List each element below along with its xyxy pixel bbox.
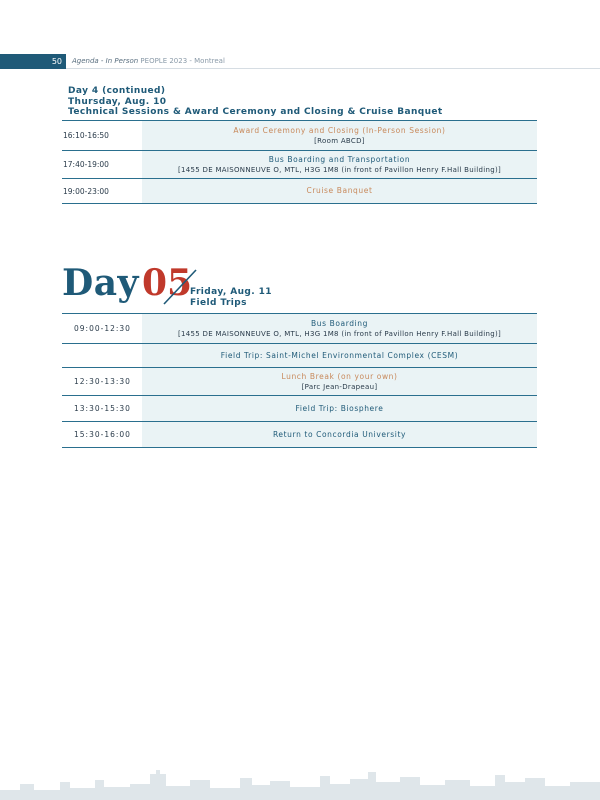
row-time: 12:30-13:30 xyxy=(74,377,131,386)
header-conference: PEOPLE 2023 - Montreal xyxy=(140,57,225,65)
row-title: Bus Boarding xyxy=(310,318,369,328)
header-divider xyxy=(66,68,600,69)
day5-schedule-table xyxy=(62,313,537,448)
row-time: 17:40-19:00 xyxy=(63,160,109,169)
row-description xyxy=(142,344,537,367)
table-row xyxy=(62,344,537,368)
row-description xyxy=(142,121,537,150)
row-title: Bus Boarding and Transportation xyxy=(268,154,411,164)
row-subtitle: [Parc Jean-Drapeau] xyxy=(301,382,378,391)
day5-label: Day xyxy=(62,262,139,304)
row-description xyxy=(142,151,537,178)
row-time xyxy=(62,344,142,367)
row-description xyxy=(142,396,537,421)
row-subtitle: [1455 DE MAISONNEUVE O, MTL, H3G 1M8 (in front of Pavillon Henry F.Hall Building)] xyxy=(177,165,502,174)
day5-number: 05 xyxy=(142,262,193,304)
row-time: 19:00-23:00 xyxy=(63,186,109,196)
table-row xyxy=(62,179,537,204)
row-subtitle: [Room ABCD] xyxy=(314,136,365,145)
row-subtitle: [1455 DE MAISONNEUVE O, MTL, H3G 1M8 (in front of Pavillon Henry F.Hall Building)] xyxy=(177,329,502,338)
row-title: Return to Concordia University xyxy=(272,429,407,439)
table-row xyxy=(62,422,537,448)
day5-subtitle: Field Trips xyxy=(190,298,247,308)
day4-title: Day 4 (continued) xyxy=(68,86,166,96)
running-header xyxy=(72,54,225,69)
day5-heading xyxy=(190,287,272,309)
row-description xyxy=(142,368,537,395)
row-time: 15:30-16:00 xyxy=(74,430,131,439)
table-row xyxy=(62,121,537,151)
row-description xyxy=(142,422,537,447)
row-time: 13:30-15:30 xyxy=(74,404,131,413)
row-time: 09:00-12:30 xyxy=(74,324,131,333)
row-title: Award Ceremony and Closing (In-Person Session) xyxy=(233,125,446,135)
page-number: 50 xyxy=(0,54,66,69)
row-title: Field Trip: Saint-Michel Environmental Complex (CESM) xyxy=(220,350,459,360)
day4-subtitle: Technical Sessions & Award Ceremony and Closing & Cruise Banquet xyxy=(68,107,443,117)
row-time: 16:10-16:50 xyxy=(63,131,109,140)
table-row xyxy=(62,368,537,396)
row-title: Field Trip: Biosphere xyxy=(295,403,384,413)
table-row xyxy=(62,396,537,422)
table-row xyxy=(62,314,537,344)
row-title: Lunch Break (on your own) xyxy=(281,371,398,381)
row-title: Cruise Banquet xyxy=(306,186,373,195)
day4-schedule-table xyxy=(62,120,537,204)
row-description xyxy=(142,179,537,203)
city-skyline-icon xyxy=(0,760,600,800)
day4-heading xyxy=(68,86,443,118)
page-header xyxy=(0,54,600,69)
header-section: Agenda - In Person xyxy=(72,57,139,65)
day5-date: Friday, Aug. 11 xyxy=(190,287,272,297)
row-description xyxy=(142,314,537,343)
table-row xyxy=(62,151,537,179)
day4-date: Thursday, Aug. 10 xyxy=(68,96,167,107)
